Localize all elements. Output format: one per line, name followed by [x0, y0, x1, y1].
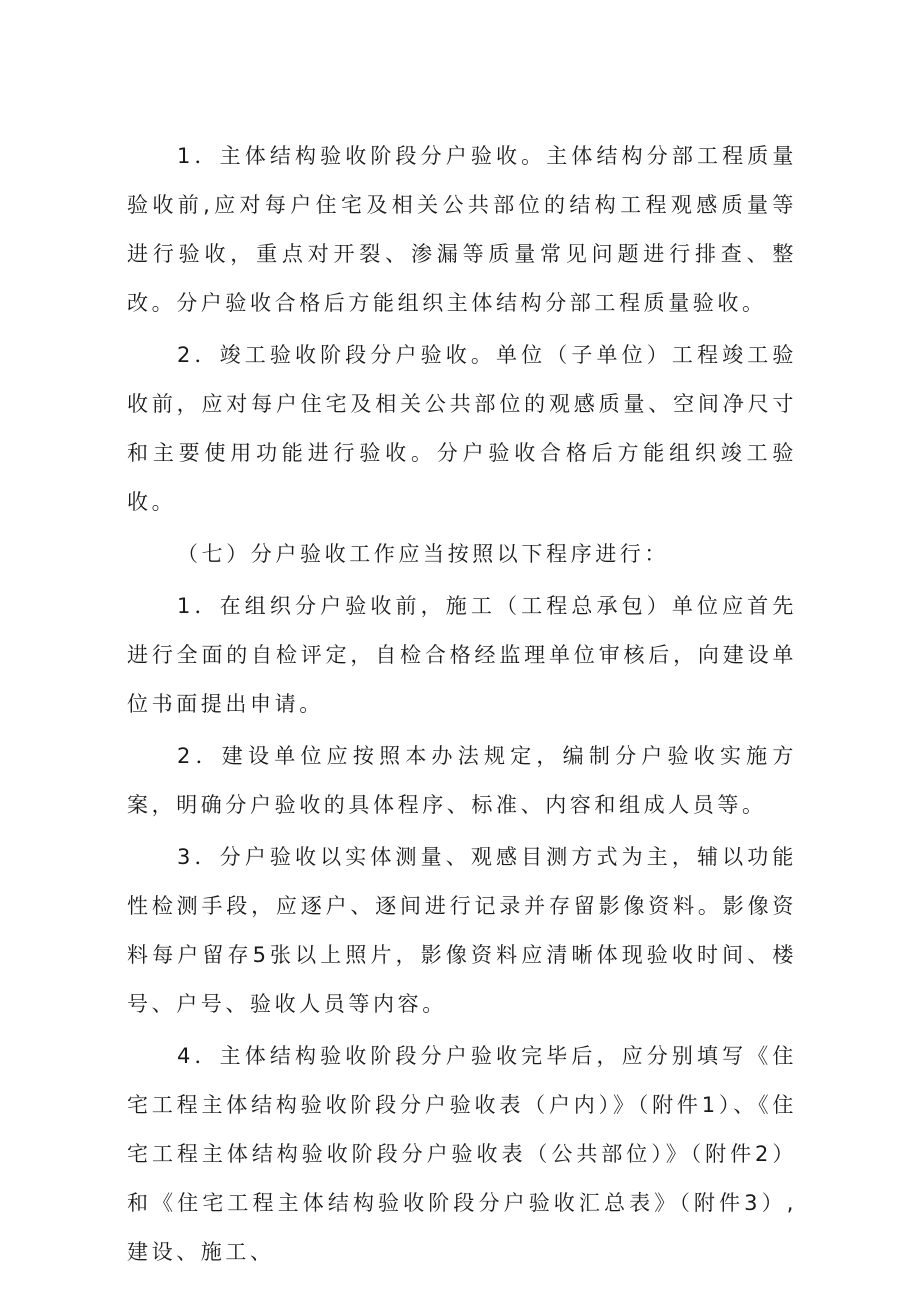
paragraph-self-inspection: 1．在组织分户验收前，施工（工程总承包）单位应首先进行全面的自检评定，自检合格经监理单位审核后，向建设单位书面提出申请。 — [127, 594, 797, 716]
paragraph-acceptance-forms: 4．主体结构验收阶段分户验收完毕后，应分别填写《住宅工程主体结构验收阶段分户验收表（户内）》（附件1）、《住宅工程主体结构验收阶段分户验收表（公共部位）》（附件2）和《住宅工程主体结构验收阶段分户验收汇总表》（附件3）,建设、施工、 — [127, 1044, 797, 1264]
section-heading-procedure: （七）分户验收工作应当按照以下程序进行： — [177, 542, 669, 566]
paragraph-measurement-records: 3．分户验收以实体测量、观感目测方式为主，辅以功能性检测手段，应逐户、逐间进行记录并存留影像资料。影像资料每户留存5张以上照片，影像资料应清晰体现验收时间、楼号、户号、验收人员等内容。 — [127, 845, 797, 1016]
paragraph-completion-acceptance: 2．竣工验收阶段分户验收。单位（子单位）工程竣工验收前，应对每户住宅及相关公共部位的观感质量、空间净尺寸和主要使用功能进行验收。分户验收合格后方能组织竣工验收。 — [127, 343, 797, 514]
document-body — [127, 132, 797, 1277]
paragraph-implementation-plan: 2．建设单位应按照本办法规定，编制分户验收实施方案，明确分户验收的具体程序、标准、内容和组成人员等。 — [127, 744, 797, 817]
paragraph-main-structure-acceptance: 1．主体结构验收阶段分户验收。主体结构分部工程质量验收前,应对每户住宅及相关公共部位的结构工程观感质量等进行验收，重点对开裂、渗漏等质量常见问题进行排查、整改。分户验收合格后方能组织主体结构分部工程质量验收。 — [127, 144, 797, 315]
